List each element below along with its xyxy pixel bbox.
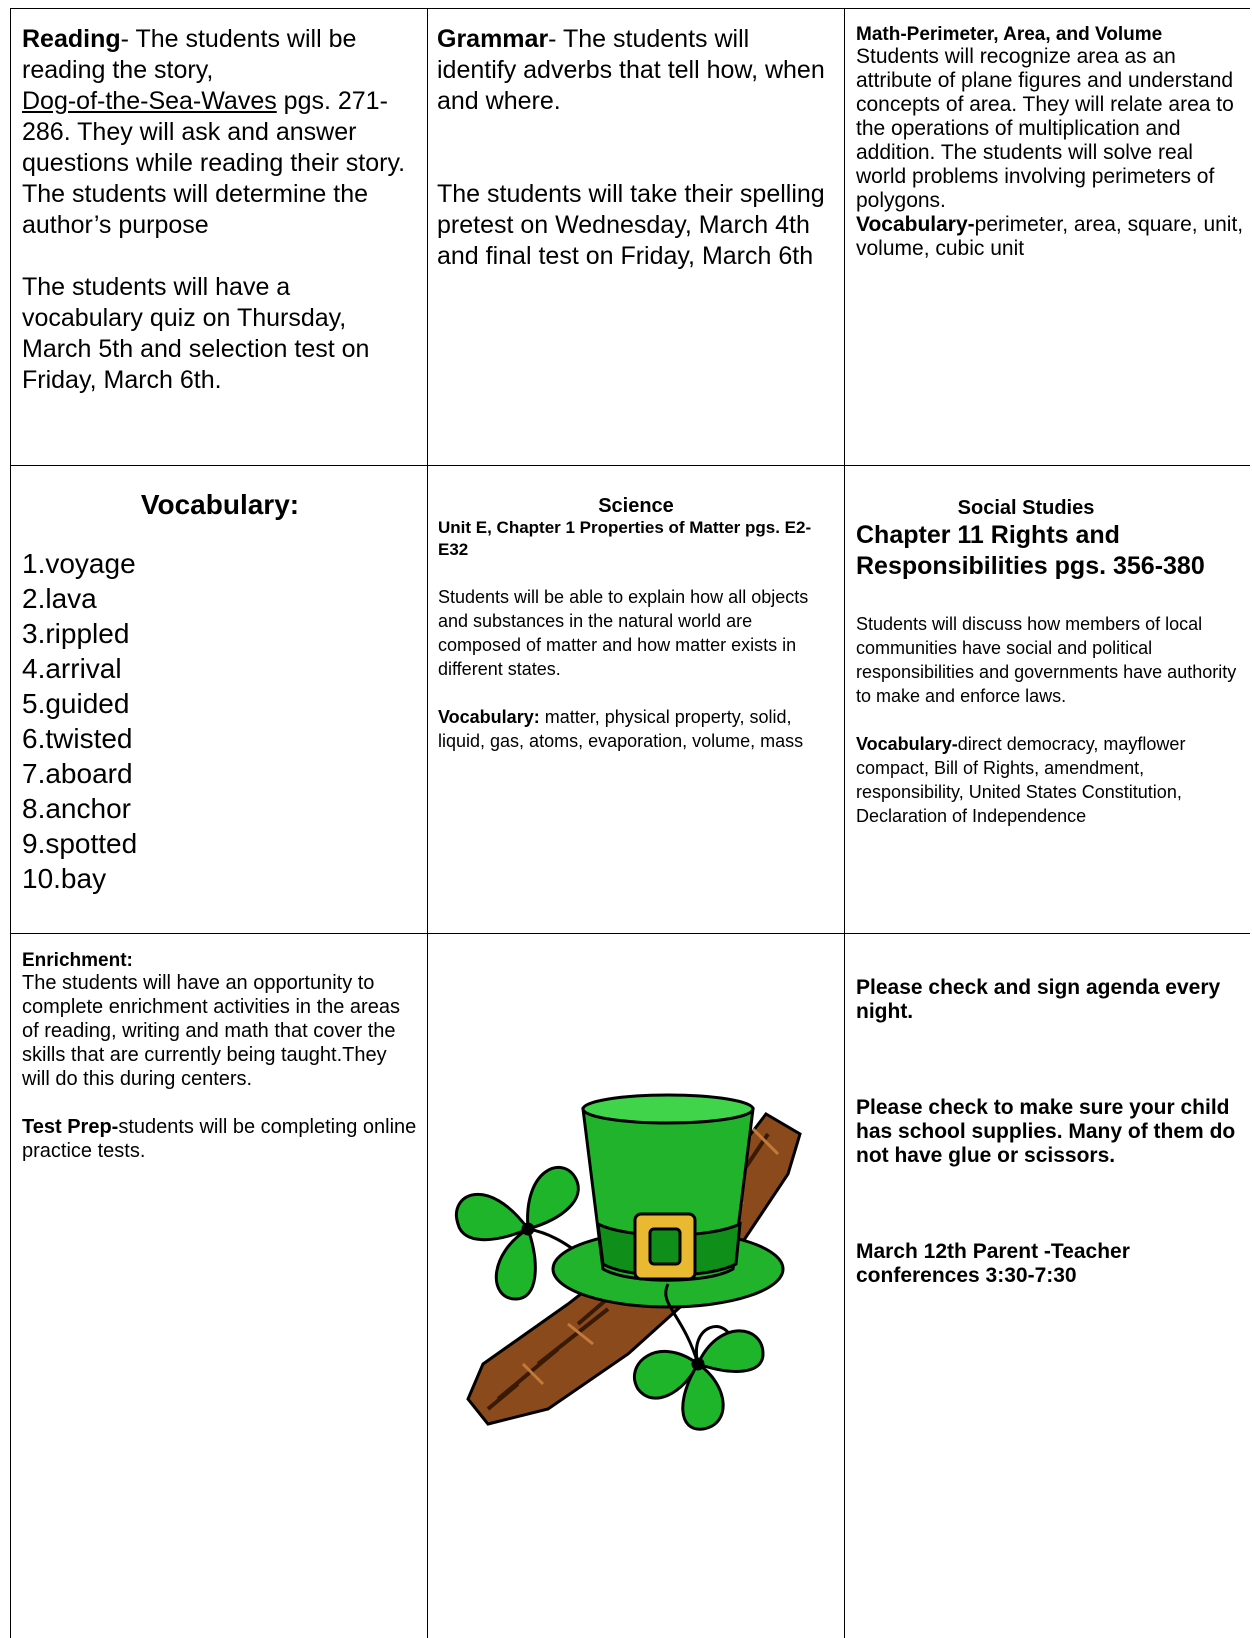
vocabulary-word: 8.anchor xyxy=(22,793,131,824)
vocabulary-word: 4.arrival xyxy=(22,653,122,684)
notes-cell xyxy=(856,976,1244,1288)
vocabulary-word: 10.bay xyxy=(22,863,107,894)
math-cell xyxy=(846,25,1246,261)
vocabulary-word: 7.aboard xyxy=(22,758,133,789)
reading-quiz: The students will have a vocabulary quiz on Thursday, March 5th and selection test on Friday, March 6th. xyxy=(22,273,370,394)
illustration-cell xyxy=(428,934,844,1634)
enrichment-cell xyxy=(22,951,418,1163)
grammar-cell xyxy=(437,24,835,272)
leprechaun-hat-shamrock-icon xyxy=(428,1064,844,1464)
vocabulary-word: 5.guided xyxy=(22,688,130,719)
science-vocab-words: matter, physical property, solid, liquid, gas, atoms, evaporation, volume, mass xyxy=(438,707,804,751)
vocabulary-word: 9.spotted xyxy=(22,828,138,859)
grid-line xyxy=(10,465,1250,466)
science-vocabulary xyxy=(438,705,834,753)
test-prep-label: Test Prep- xyxy=(22,1116,119,1138)
test-prep-body: students will be completing online practice tests. xyxy=(22,1116,417,1162)
social-vocab-words: direct democracy, mayflower compact, Bill of Rights, amendment, responsibility, United States Constitution, Declaration of Independence xyxy=(856,734,1186,826)
social-studies-cell xyxy=(846,496,1246,828)
math-vocabulary xyxy=(856,213,1246,261)
social-studies-vocabulary xyxy=(856,732,1246,828)
newsletter-table xyxy=(10,8,1250,1638)
grid-line xyxy=(844,8,845,1638)
grammar-label: Grammar xyxy=(437,25,549,53)
vocabulary-cell xyxy=(22,488,418,896)
science-cell xyxy=(438,495,834,753)
grid-line xyxy=(10,8,11,1638)
vocabulary-word: 2.lava xyxy=(22,583,97,614)
reading-intro: - The students will be reading the story, xyxy=(22,25,357,84)
vocabulary-list xyxy=(22,546,418,896)
grammar-paragraph xyxy=(437,24,835,117)
math-vocab-label: Vocabulary- xyxy=(856,213,975,236)
agenda-note: Please check and sign agenda every night. xyxy=(856,976,1221,1023)
science-unit: Unit E, Chapter 1 Properties of Matter pgs. E2-E32 xyxy=(438,518,812,559)
math-title: Math-Perimeter, Area, and Volume xyxy=(856,25,1163,45)
grammar-intro: - The students will identify adverbs that tell how, when and where. xyxy=(437,25,825,115)
social-studies-body: Students will discuss how members of local communities have social and political responsibilities and governments have authority to make and enforce laws. xyxy=(856,614,1237,706)
test-prep xyxy=(22,1115,418,1163)
science-title: Science xyxy=(598,495,674,517)
reading-cell xyxy=(22,24,418,396)
science-body: Students will be able to explain how all objects and substances in the natural world are composed of matter and how matter exists in different states. xyxy=(438,587,809,679)
enrichment-title: Enrichment: xyxy=(22,951,133,971)
reading-description: pgs. 271-286. They will ask and answer questions while reading their story. The students will determine the author’s purpose xyxy=(22,87,406,239)
science-vocab-label: Vocabulary: xyxy=(438,707,540,727)
grid-line xyxy=(10,8,1250,9)
reading-paragraph xyxy=(22,24,418,241)
supplies-note: Please check to make sure your child has school supplies. Many of them do not have glue or scissors. xyxy=(856,1096,1236,1167)
reading-label: Reading xyxy=(22,25,121,53)
vocabulary-word: 1.voyage xyxy=(22,548,136,579)
social-vocab-label: Vocabulary- xyxy=(856,734,958,754)
math-body: Students will recognize area as an attribute of plane figures and understand concepts of area. They will relate area to the operations of multiplication and addition. The students will solve real world problems involving perimeters of polygons. xyxy=(856,45,1234,212)
social-studies-chapter: Chapter 11 Rights and Responsibilities pgs. 356-380 xyxy=(856,521,1205,580)
conference-note: March 12th Parent -Teacher conferences 3:30-7:30 xyxy=(856,1240,1130,1287)
vocabulary-word: 3.rippled xyxy=(22,618,130,649)
vocabulary-word: 6.twisted xyxy=(22,723,133,754)
story-title: Dog-of-the-Sea-Waves xyxy=(22,87,277,115)
social-studies-title: Social Studies xyxy=(957,497,1095,519)
vocabulary-title: Vocabulary: xyxy=(140,489,300,520)
math-vocab-words: perimeter, area, square, unit, volume, cubic unit xyxy=(856,213,1244,260)
enrichment-body: The students will have an opportunity to complete enrichment activities in the areas of reading, writing and math that cover the skills that are currently being taught.They will do this during centers. xyxy=(22,972,400,1090)
spelling-info: The students will take their spelling pretest on Wednesday, March 4th and final test on Friday, March 6th xyxy=(437,180,825,270)
